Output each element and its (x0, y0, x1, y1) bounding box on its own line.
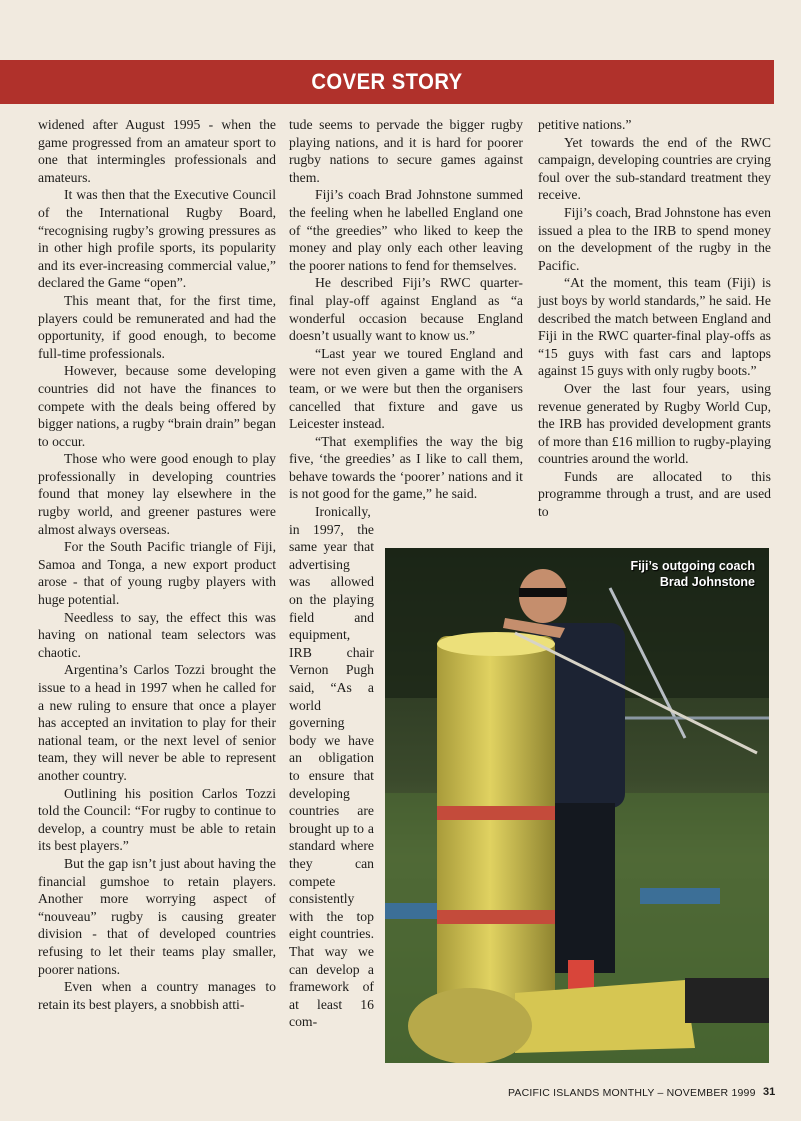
article-column-1 (38, 116, 276, 1013)
coach-photo-illustration (385, 548, 769, 1063)
photo-caption-line: Fiji’s outgoing coach (630, 559, 755, 573)
paragraph: Needless to say, the effect this was having on national team selectors was chaotic. (38, 609, 276, 660)
paragraph: “That exemplifies the way the big five, ‘the greedies’ as I like to call them, behave towards the ‘poorer’ nations and it is not good for the game,” he said. (289, 433, 523, 502)
paragraph: petitive nations.” (538, 117, 632, 132)
paragraph: Yet towards the end of the RWC campaign, developing countries are crying foul over the sub-standard treatment they receive. (538, 134, 771, 203)
paragraph: Ironically, in 1997, the same year that advertising was allowed on the playing field and equipment, IRB chair Vernon Pugh said, “As a world governing body we have an obligation to ensure that developing countries are brought up to a standard where they can compete consistently with the top eight countries. That way we can develop a framework of at least 16 com- (289, 504, 374, 1030)
paragraph: Argentina’s Carlos Tozzi brought the issue to a head in 1997 when he called for a new ruling to ensure that once a player has accepted an invitation to play for their national team, or the next level of senior team, they will never be able to represent another country. (38, 662, 276, 783)
photo-caption-line: Brad Johnstone (659, 575, 755, 589)
photo-caption (630, 558, 755, 590)
section-title: COVER STORY (311, 69, 463, 94)
paragraph: “Last year we toured England and were not even given a game with the A team, or we were but then the organisers cancelled that fixture and gave us Leicester instead. (289, 345, 523, 432)
page-number: 31 (763, 1086, 776, 1098)
paragraph: widened after August 1995 - when the game progressed from an amateur sport to one that intermingles professionals and amateurs. (38, 117, 276, 185)
paragraph: He described Fiji’s RWC quarter-final play-off against England as “a wonderful occasion because England doesn’t usually want to know us.” (289, 275, 523, 344)
publication-footer: PACIFIC ISLANDS MONTHLY – NOVEMBER 1999 (508, 1087, 756, 1099)
paragraph: However, because some developing countries did not have the finances to compete with the deals being offered by bigger nations, a rugby “brain drain” began to occur. (38, 363, 276, 449)
paragraph: But the gap isn’t just about having the financial gumshoe to retain players. Another more worrying aspect of “nouveau” rugby is causing greater division - that of developed countries refusing to let their teams play smaller, poorer nations. (38, 855, 276, 977)
article-column-3 (538, 116, 771, 521)
paragraph: Outlining his position Carlos Tozzi told the Council: “For rugby to continue to develop, a country must be able to retain its best players.” (38, 785, 276, 854)
paragraph: tude seems to pervade the bigger rugby playing nations, and it is hard for poorer rugby nations to secure games against them. (289, 117, 523, 185)
paragraph: For the South Pacific triangle of Fiji, Samoa and Tonga, a new export product arose - that of young rugby players with huge potential. (38, 539, 276, 608)
paragraph: “At the moment, this team (Fiji) is just boys by world standards,” he said. He described the match between England and Fiji in the RWC quarter-final play-offs as “15 guys with fast cars and laptops against 15 guys with only rugby boots.” (538, 275, 771, 379)
paragraph: Fiji’s coach Brad Johnstone summed the feeling when he labelled England one of “the greedies” who liked to keep the money and play only each other leaving the poorer nations to fend for themselves. (289, 187, 523, 273)
paragraph: Fiji’s coach, Brad Johnstone has even issued a plea to the IRB to spend money on the development of the rugby in the Pacific. (538, 204, 771, 273)
paragraph: Funds are allocated to this programme through a trust, and are used to (538, 468, 771, 520)
section-banner (0, 60, 774, 104)
coach-photo (385, 548, 769, 1063)
paragraph: It was then that the Executive Council of the International Rugby Board, “recognising rugby’s growing pressures as in other high profile sports, its popularity and its ever-increasing commercial value,” declared the Game “open”. (38, 187, 276, 291)
paragraph: Those who were good enough to play professionally in developing countries found that money lay elsewhere in the rugby world, and greener pastures were almost always overseas. (38, 451, 276, 537)
paragraph: Over the last four years, using revenue generated by Rugby World Cup, the IRB has provided development grants of more than £16 million to rugby-playing countries around the world. (538, 380, 771, 467)
paragraph: Even when a country manages to retain its best players, a snobbish atti- (38, 979, 276, 1012)
paragraph: This meant that, for the first time, players could be remunerated and had the opportunity, if good enough, to become full-time professionals. (38, 292, 276, 361)
